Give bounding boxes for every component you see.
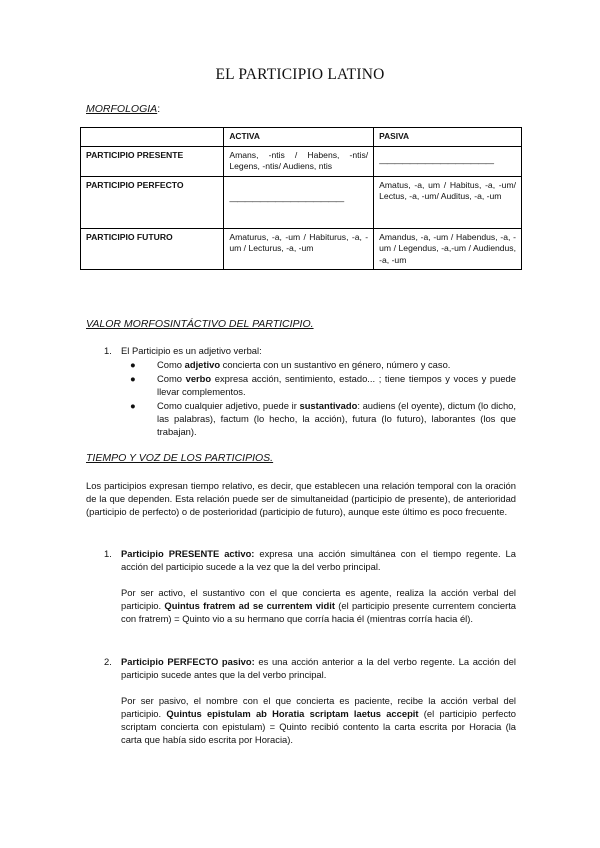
empty-dash: ——————————————— bbox=[229, 196, 344, 207]
table-header-cell bbox=[81, 128, 224, 147]
item-lead-text: es una acción anterior a la del verbo regente. La acción del participio sucede antes que la del verbo principal. bbox=[121, 656, 516, 680]
list-item bbox=[130, 372, 516, 398]
morfologia-label: MORFOLOGIA bbox=[86, 103, 158, 115]
item-paragraph bbox=[104, 694, 516, 746]
bullet-icon: ● bbox=[130, 373, 136, 384]
tiempo-item-2 bbox=[104, 655, 516, 746]
table-header-cell: PASIVA bbox=[374, 128, 522, 147]
list-item-text: El Participio es un adjetivo verbal: bbox=[121, 345, 262, 356]
valor-list bbox=[104, 344, 516, 438]
bullet-text: Como cualquier adjetivo, puede ir bbox=[157, 400, 300, 411]
intro-paragraph: Los participios expresan tiempo relativo, es decir, que establecen una relación temporal con la oración de la que dependen. Esta relación puede ser de simultaneidad (participio de presente), de anterioridad (participio de perfecto) o de posterioridad (participio de futuro), aunque este último es poco frecuente. bbox=[86, 480, 516, 517]
para-text: (el participio presente currentem concierta con fratrem) = Quinto vio a su hermano que corría hacia él (mientras corría hacia él). bbox=[121, 600, 517, 624]
bullet-text: : audiens (el oyente), dictum (lo dicho, las palabras), factum (lo hecho, la acción), futura (lo futuro), laborantes (los que trabajan). bbox=[157, 400, 516, 437]
pasiva-cell: Amatus, -a, um / Habitus, -a, -um/ Lectus, -a, -um/ Auditus, -a, -um bbox=[374, 176, 522, 228]
bullet-bold: sustantivado bbox=[299, 400, 358, 411]
valor-heading: VALOR MORFOSINTÁCTIVO DEL PARTICIPIO. bbox=[86, 318, 314, 330]
bullet-list bbox=[130, 358, 516, 438]
table-header-cell: ACTIVA bbox=[224, 128, 374, 147]
item-lead bbox=[104, 655, 516, 681]
participle-table bbox=[80, 127, 522, 270]
list-number: 1. bbox=[104, 548, 112, 559]
bullet-text: concierta con un sustantivo en género, número y caso. bbox=[220, 359, 451, 370]
row-label: PARTICIPIO FUTURO bbox=[81, 228, 224, 270]
item-paragraph bbox=[104, 586, 516, 625]
item-lead-bold: Participio PERFECTO pasivo: bbox=[121, 656, 255, 667]
list-item bbox=[130, 399, 516, 438]
tiempo-heading: TIEMPO Y VOZ DE LOS PARTICIPIOS. bbox=[86, 452, 274, 464]
list-number: 2. bbox=[104, 656, 112, 667]
morfologia-colon: : bbox=[157, 103, 161, 115]
pasiva-cell: Amandus, -a, -um / Habendus, -a, -um / Legendus, -a,-um / Audiendus, -a, -um bbox=[374, 228, 522, 270]
pasiva-cell bbox=[374, 146, 522, 176]
row-label: PARTICIPIO PRESENTE bbox=[81, 146, 224, 176]
morfologia-heading bbox=[86, 103, 160, 115]
bullet-text: Como bbox=[157, 373, 186, 384]
bullet-text: expresa acción, sentimiento, estado... ; tiene tiempos y voces y puede llevar complementos. bbox=[157, 373, 516, 397]
para-text: (el participio perfecto scriptam concierta con epistulam) = Quinto recibió contento la carta escrita por Horacia (la carta que había sido escrita por Horacia). bbox=[121, 708, 516, 745]
page-title: EL PARTICIPIO LATINO bbox=[215, 66, 385, 83]
para-text: Por ser activo, el sustantivo con el que concierta es agente, realiza la acción verbal del participio. bbox=[121, 587, 516, 611]
table-header-row bbox=[81, 128, 522, 147]
activa-cell bbox=[224, 176, 374, 228]
latin-example: Quintus epistulam ab Horatia scriptam laetus accepit bbox=[166, 708, 419, 719]
list-item bbox=[130, 358, 516, 371]
bullet-bold: adjetivo bbox=[184, 359, 221, 370]
bullet-bold: verbo bbox=[185, 373, 212, 384]
table-row bbox=[81, 146, 522, 176]
tiempo-item-1 bbox=[104, 547, 516, 625]
item-lead-bold: Participio PRESENTE activo: bbox=[121, 548, 255, 559]
table-row bbox=[81, 228, 522, 270]
item-lead bbox=[104, 547, 516, 573]
row-label: PARTICIPIO PERFECTO bbox=[81, 176, 224, 228]
bullet-text: Como bbox=[157, 359, 185, 370]
bullet-icon: ● bbox=[130, 400, 136, 411]
item-lead-text: expresa una acción simultánea con el tiempo regente. La acción del participio sucede a la vez que la del verbo principal. bbox=[121, 548, 516, 572]
para-text: Por ser pasivo, el nombre con el que concierta es paciente, recibe la acción verbal del participio. bbox=[121, 695, 516, 719]
list-number: 1. bbox=[104, 345, 112, 356]
empty-dash: ——————————————— bbox=[379, 157, 494, 168]
bullet-icon: ● bbox=[130, 359, 136, 370]
latin-example: Quintus fratrem ad se currentem vidit bbox=[164, 600, 335, 611]
activa-cell: Amaturus, -a, -um / Habiturus, -a, -um / Lecturus, -a, -um bbox=[224, 228, 374, 270]
table-row bbox=[81, 176, 522, 228]
activa-cell: Amans, -ntis / Habens, -ntis/ Legens, -ntis/ Audiens, ntis bbox=[224, 146, 374, 176]
tiempo-intro bbox=[86, 479, 516, 518]
